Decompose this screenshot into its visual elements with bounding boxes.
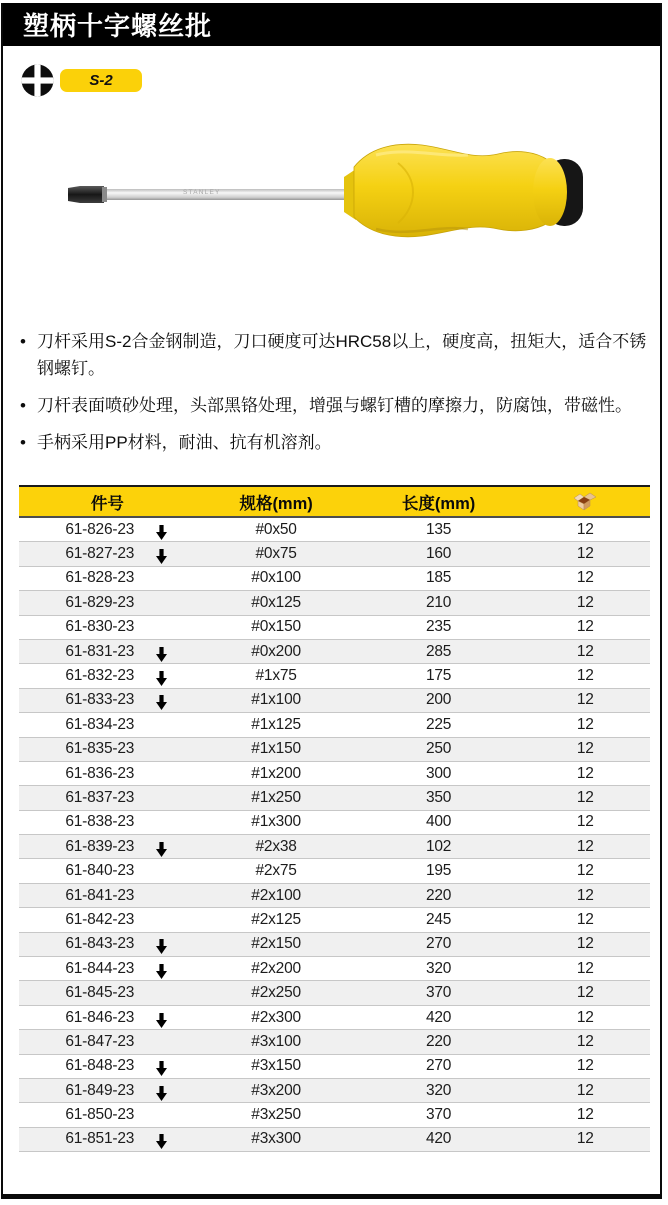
part-number: 61-848-23	[65, 1057, 135, 1075]
table-row	[19, 616, 650, 640]
catalog-sheet	[1, 3, 662, 1199]
part-number: 61-840-23	[65, 862, 135, 880]
length-cell: 220	[425, 1032, 452, 1050]
table-row	[19, 933, 650, 957]
col-header-spec: 规格(mm)	[239, 494, 313, 513]
length-cell: 235	[425, 618, 452, 636]
qty-cell: 12	[576, 1081, 594, 1099]
qty-cell: 12	[576, 1032, 594, 1050]
part-number-cell	[19, 933, 196, 956]
length-cell: 195	[425, 862, 452, 880]
down-arrow-icon	[156, 549, 167, 564]
part-number-cell	[19, 713, 196, 736]
qty-cell: 12	[576, 1008, 594, 1026]
part-number: 61-836-23	[65, 764, 135, 782]
part-number-cell	[19, 1103, 196, 1126]
down-arrow-icon	[156, 1134, 167, 1149]
feature-list	[20, 328, 648, 466]
bit-type-row	[21, 64, 142, 97]
qty-cell: 12	[576, 813, 594, 831]
part-number-cell	[19, 786, 196, 809]
feature-item: • 刀杆表面喷砂处理，头部黑铬处理，增强与螺钉槽的摩擦力，防腐蚀，带磁性。	[20, 392, 648, 419]
table-row	[19, 1128, 650, 1152]
part-number: 61-831-23	[65, 642, 135, 660]
spec-cell: #2x250	[251, 984, 301, 1002]
shaft	[98, 189, 356, 200]
steel-grade-badge	[60, 69, 142, 92]
qty-cell: 12	[576, 740, 594, 758]
spec-cell: #0x200	[251, 642, 301, 660]
spec-cell: #2x125	[251, 910, 301, 928]
part-number-cell	[19, 1055, 196, 1078]
length-cell: 185	[425, 569, 452, 587]
part-number: 61-826-23	[65, 520, 135, 538]
spec-cell: #1x100	[251, 691, 301, 709]
length-cell: 102	[425, 837, 452, 855]
down-arrow-icon	[156, 695, 167, 710]
screwdriver-photo	[58, 133, 603, 268]
part-number-cell	[19, 957, 196, 980]
length-cell: 210	[425, 593, 452, 611]
phillips-tip	[68, 186, 104, 203]
spec-cell: #3x150	[251, 1057, 301, 1075]
part-number-cell	[19, 542, 196, 565]
table-row	[19, 713, 650, 737]
part-number: 61-845-23	[65, 984, 135, 1002]
qty-cell: 12	[576, 837, 594, 855]
qty-cell: 12	[576, 935, 594, 953]
part-number-cell	[19, 567, 196, 590]
part-number-cell	[19, 1079, 196, 1102]
part-number: 61-844-23	[65, 959, 135, 977]
spec-cell: #3x300	[251, 1130, 301, 1148]
spec-cell: #1x300	[251, 813, 301, 831]
phillips-cross-icon	[21, 64, 54, 97]
spec-cell: #3x100	[251, 1032, 301, 1050]
part-number: 61-847-23	[65, 1032, 135, 1050]
qty-cell: 12	[576, 715, 594, 733]
spec-cell: #2x150	[251, 935, 301, 953]
qty-cell: 12	[576, 764, 594, 782]
table-body	[19, 518, 650, 1152]
table-row	[19, 738, 650, 762]
part-number: 61-841-23	[65, 886, 135, 904]
length-cell: 220	[425, 886, 452, 904]
spec-table	[19, 485, 650, 1152]
qty-cell: 12	[576, 691, 594, 709]
table-row	[19, 981, 650, 1005]
table-row	[19, 1079, 650, 1103]
table-row	[19, 591, 650, 615]
down-arrow-icon	[156, 671, 167, 686]
table-row	[19, 762, 650, 786]
length-cell: 160	[425, 545, 452, 563]
part-number-cell	[19, 981, 196, 1004]
length-cell: 175	[425, 667, 452, 685]
down-arrow-icon	[156, 964, 167, 979]
down-arrow-icon	[156, 1013, 167, 1028]
part-number: 61-829-23	[65, 593, 135, 611]
brand-text-on-shaft: STANLEY	[183, 189, 221, 196]
qty-cell: 12	[576, 569, 594, 587]
spec-cell: #2x75	[255, 862, 297, 880]
part-number-cell	[19, 908, 196, 931]
qty-cell: 12	[576, 886, 594, 904]
title-bar	[3, 3, 660, 46]
part-number: 61-830-23	[65, 618, 135, 636]
part-number: 61-843-23	[65, 935, 135, 953]
spec-cell: #0x50	[255, 520, 297, 538]
length-cell: 135	[425, 520, 452, 538]
part-number: 61-827-23	[65, 545, 135, 563]
table-header-row	[19, 485, 650, 518]
part-number: 61-850-23	[65, 1106, 135, 1124]
length-cell: 320	[425, 1081, 452, 1099]
length-cell: 300	[425, 764, 452, 782]
table-row	[19, 1006, 650, 1030]
part-number: 61-833-23	[65, 691, 135, 709]
table-row	[19, 859, 650, 883]
length-cell: 270	[425, 1057, 452, 1075]
part-number-cell	[19, 591, 196, 614]
down-arrow-icon	[156, 525, 167, 540]
length-cell: 285	[425, 642, 452, 660]
table-row	[19, 908, 650, 932]
table-row	[19, 542, 650, 566]
spec-cell: #0x125	[251, 593, 301, 611]
feature-item: • 刀杆采用S-2合金钢制造，刀口硬度可达HRC58以上，硬度高，扭矩大，适合不锈钢螺钉。	[20, 328, 648, 382]
length-cell: 420	[425, 1130, 452, 1148]
col-header-qty	[521, 492, 650, 511]
table-row	[19, 811, 650, 835]
length-cell: 320	[425, 959, 452, 977]
part-number-cell	[19, 689, 196, 712]
table-row	[19, 1030, 650, 1054]
col-header-part: 件号	[90, 494, 124, 513]
length-cell: 420	[425, 1008, 452, 1026]
spec-cell: #1x75	[255, 667, 297, 685]
qty-cell: 12	[576, 910, 594, 928]
spec-cell: #0x100	[251, 569, 301, 587]
spec-cell: #3x200	[251, 1081, 301, 1099]
part-number-cell	[19, 1030, 196, 1053]
table-row	[19, 518, 650, 542]
length-cell: 270	[425, 935, 452, 953]
part-number-cell	[19, 859, 196, 882]
table-row	[19, 884, 650, 908]
part-number: 61-849-23	[65, 1081, 135, 1099]
part-number: 61-838-23	[65, 813, 135, 831]
spec-cell: #2x38	[255, 837, 297, 855]
qty-cell: 12	[576, 642, 594, 660]
part-number: 61-837-23	[65, 788, 135, 806]
part-number-cell	[19, 884, 196, 907]
part-number-cell	[19, 616, 196, 639]
spec-cell: #1x200	[251, 764, 301, 782]
spec-cell: #1x125	[251, 715, 301, 733]
qty-cell: 12	[576, 667, 594, 685]
table-row	[19, 1055, 650, 1079]
qty-cell: 12	[576, 593, 594, 611]
table-row	[19, 835, 650, 859]
spec-cell: #1x150	[251, 740, 301, 758]
qty-cell: 12	[576, 1057, 594, 1075]
part-number: 61-839-23	[65, 837, 135, 855]
table-row	[19, 689, 650, 713]
feature-item: • 手柄采用PP材料，耐油、抗有机溶剂。	[20, 429, 648, 456]
table-row	[19, 786, 650, 810]
part-number: 61-835-23	[65, 740, 135, 758]
qty-cell: 12	[576, 520, 594, 538]
down-arrow-icon	[156, 1061, 167, 1076]
part-number-cell	[19, 738, 196, 761]
part-number-cell	[19, 762, 196, 785]
part-number-cell	[19, 518, 196, 541]
part-number-cell	[19, 811, 196, 834]
spec-cell: #3x250	[251, 1106, 301, 1124]
col-header-length: 长度(mm)	[401, 494, 476, 513]
table-row	[19, 664, 650, 688]
part-number: 61-851-23	[65, 1130, 135, 1148]
spec-cell: #2x300	[251, 1008, 301, 1026]
table-row	[19, 1103, 650, 1127]
spec-cell: #1x250	[251, 788, 301, 806]
part-number-cell	[19, 640, 196, 663]
length-cell: 370	[425, 1106, 452, 1124]
qty-cell: 12	[576, 1130, 594, 1148]
down-arrow-icon	[156, 842, 167, 857]
part-number-cell	[19, 1128, 196, 1151]
qty-cell: 12	[576, 618, 594, 636]
length-cell: 400	[425, 813, 452, 831]
part-number: 61-846-23	[65, 1008, 135, 1026]
qty-cell: 12	[576, 862, 594, 880]
part-number-cell	[19, 664, 196, 687]
table-row	[19, 640, 650, 664]
part-number: 61-842-23	[65, 910, 135, 928]
qty-cell: 12	[576, 1106, 594, 1124]
down-arrow-icon	[156, 1086, 167, 1101]
qty-cell: 12	[576, 959, 594, 977]
down-arrow-icon	[156, 939, 167, 954]
qty-cell: 12	[576, 788, 594, 806]
part-number-cell	[19, 1006, 196, 1029]
qty-cell: 12	[576, 984, 594, 1002]
length-cell: 350	[425, 788, 452, 806]
table-row	[19, 567, 650, 591]
length-cell: 200	[425, 691, 452, 709]
part-number: 61-828-23	[65, 569, 135, 587]
qty-cell: 12	[576, 545, 594, 563]
length-cell: 225	[425, 715, 452, 733]
length-cell: 370	[425, 984, 452, 1002]
part-number: 61-834-23	[65, 715, 135, 733]
length-cell: 245	[425, 910, 452, 928]
spec-cell: #0x75	[255, 545, 297, 563]
page-title: 塑柄十字螺丝批	[23, 11, 213, 41]
part-number: 61-832-23	[65, 667, 135, 685]
length-cell: 250	[425, 740, 452, 758]
down-arrow-icon	[156, 647, 167, 662]
spec-cell: #2x200	[251, 959, 301, 977]
part-number-cell	[19, 835, 196, 858]
steel-grade-label: S-2	[89, 72, 113, 89]
carton-icon	[573, 492, 597, 511]
spec-cell: #0x150	[251, 618, 301, 636]
spec-cell: #2x100	[251, 886, 301, 904]
table-row	[19, 957, 650, 981]
